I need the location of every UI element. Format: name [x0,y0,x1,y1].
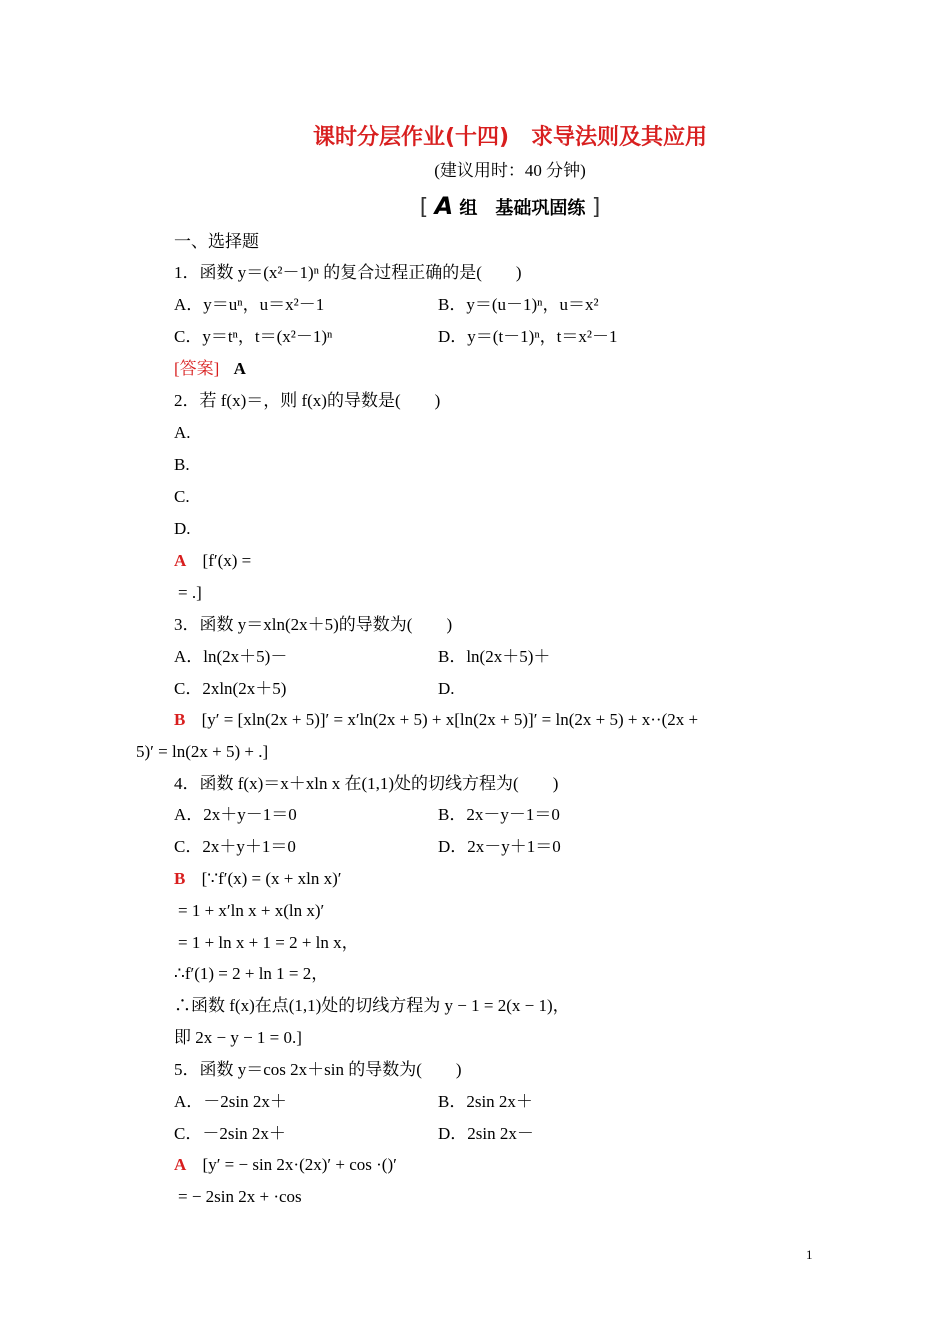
q2-answer-letter: A [174,551,187,570]
q1-stem: 1．函数 y＝(x²－1)ⁿ 的复合过程正确的是( ) [174,263,522,282]
q4-solution-text1: [∵f′(x) = (x + xln x)′ [201,869,342,888]
time-suggestion: (建议用时：40 分钟) [434,161,586,180]
q5-stem: 5．函数 y＝cos 2x＋sin 的导数为( ) [174,1060,462,1079]
q5-option-a: A．－2sin 2x＋ [174,1092,287,1111]
q3-option-a: A．ln(2x＋5)－ [174,647,288,666]
q5-solution-line2: = − 2sin 2x + ·cos [178,1187,302,1206]
q4-solution-line6: 即 2x − y − 1 = 0.] [174,1028,302,1047]
q2-solution-line1 [174,549,251,573]
answer-tag: [答案] [174,359,220,378]
q5-options-row1 [174,1090,533,1114]
q4-option-d: D．2x－y＋1＝0 [438,837,561,856]
q5-solution-text1: [y′ = − sin 2x·(2x)′ + cos ·()′ [202,1155,397,1174]
q1-option-a: A．y＝uⁿ，u＝x²－1 [174,295,325,314]
q4-option-c: C．2x＋y＋1＝0 [174,837,296,856]
group-letter: A [434,192,454,220]
q4-solution-line4: ∴f′(1) = 2 + ln 1 = 2， [174,964,329,983]
q3-options-row2 [174,677,455,701]
q2-option-a: A. [174,423,191,442]
q3-options-row1 [174,645,551,669]
q4-options-row1 [174,803,560,827]
q1-answer [174,357,246,381]
q4-options-row2 [174,835,561,859]
q4-solution-line2: = 1 + x′ln x + x(ln x)′ [178,901,325,920]
q3-option-d: D. [438,679,455,698]
q3-option-b: B．ln(2x＋5)＋ [438,647,551,666]
page-number: 1 [806,1247,813,1262]
q3-solution-line2: 5)′ = ln(2x + 5) + .] [136,742,269,761]
q5-options-row2 [174,1122,534,1146]
q1-option-b: B．y＝(u－1)ⁿ，u＝x² [438,295,599,314]
q4-stem: 4．函数 f(x)＝x＋xln x 在(1,1)处的切线方程为( ) [174,774,559,793]
q2-option-c: C. [174,487,190,506]
q1-option-c: C．y＝tⁿ，t＝(x²－1)ⁿ [174,327,333,346]
group-label-text: 组 基础巩固练 [459,198,586,219]
section-heading: 一、选择题 [174,232,259,252]
q5-answer-letter: A [174,1155,187,1174]
q1-options-row2 [174,325,618,349]
q2-solution-text1: [f′(x) = [202,551,252,570]
q5-option-b: B．2sin 2x＋ [438,1092,533,1111]
q4-solution-line3: = 1 + ln x + 1 = 2 + ln x， [178,933,359,952]
q2-option-d: D. [174,519,191,538]
q2-option-b: B. [174,455,190,474]
q4-solution-line5: ∴函数 f(x)在点(1,1)处的切线方程为 y − 1 = 2(x − 1)， [174,996,570,1015]
bracket-right: ] [591,195,601,220]
bracket-left: [ [419,195,429,220]
q2-stem: 2．若 f(x)＝，则 f(x)的导数是( ) [174,391,441,410]
q5-option-c: C．－2sin 2x＋ [174,1124,286,1143]
q3-option-c: C．2xln(2x＋5) [174,679,287,698]
q4-solution-line1 [174,867,341,891]
q1-options-row1 [174,293,599,317]
q1-answer-letter: A [233,359,246,378]
q5-option-d: D．2sin 2x－ [438,1124,534,1143]
q5-solution-line1 [174,1153,397,1177]
q3-answer-letter: B [174,710,186,729]
group-a-heading [0,192,950,220]
page-title: 课时分层作业(十四) 求导法则及其应用 [312,125,708,150]
q1-option-d: D．y＝(t－1)ⁿ，t＝x²－1 [438,327,618,346]
q4-option-a: A．2x＋y－1＝0 [174,805,297,824]
q2-solution-line2: = .] [178,583,202,602]
q3-solution-text1: [y′ = [xln(2x + 5)]′ = x′ln(2x + 5) + x[ln(2x + 5)]′ = ln(2x + 5) + x··(2x + [201,710,699,729]
q3-solution-line1 [174,708,698,732]
q4-option-b: B．2x－y－1＝0 [438,805,560,824]
q4-answer-letter: B [174,869,186,888]
q3-stem: 3．函数 y＝xln(2x＋5)的导数为( ) [174,615,453,634]
